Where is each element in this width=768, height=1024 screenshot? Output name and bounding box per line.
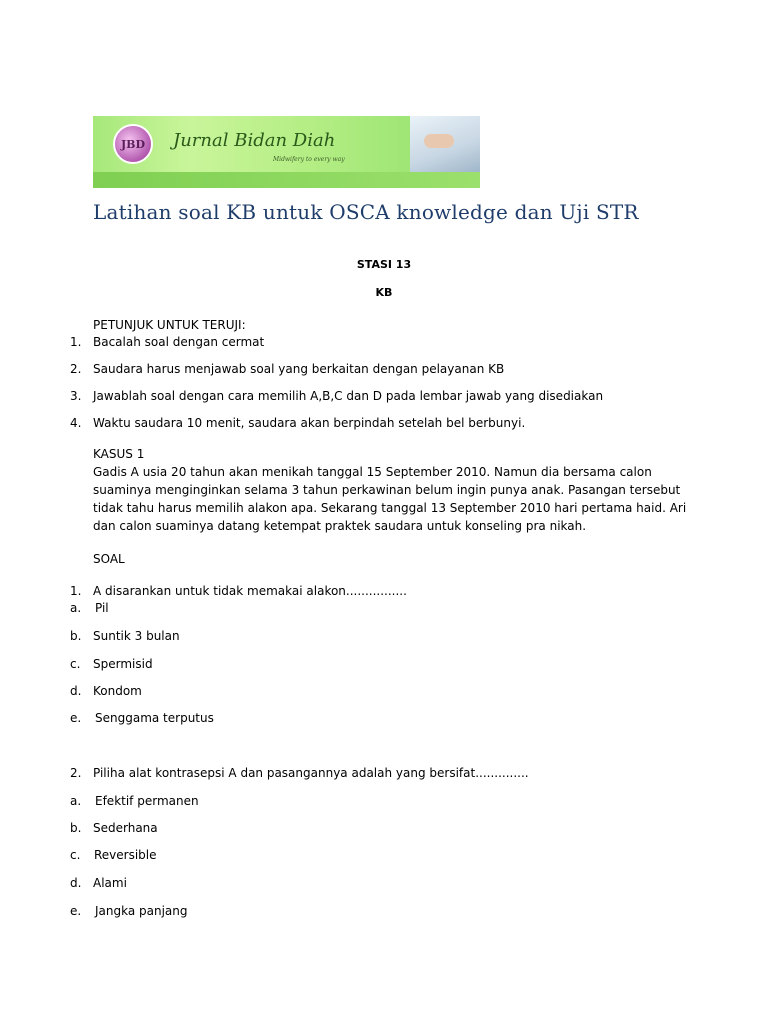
question-marker: 1. [70, 584, 82, 598]
question-text: A disarankan untuk tidak memakai alakon................ [93, 584, 407, 598]
question-text: Piliha alat kontrasepsi A dan pasangannya adalah yang bersifat.............. [93, 766, 529, 780]
option-text: Alami [93, 876, 127, 890]
option-text: Suntik 3 bulan [93, 629, 180, 643]
case-heading: KASUS 1 [93, 447, 145, 461]
option-marker: d. [70, 876, 82, 890]
station-label: STASI 13 [356, 258, 412, 271]
option-marker: e. [70, 904, 82, 918]
option-text: Jangka panjang [95, 904, 188, 918]
option-marker: a. [70, 601, 82, 615]
option-marker: b. [70, 821, 82, 835]
option-text: Pil [95, 601, 109, 615]
instruction-item: Waktu saudara 10 menit, saudara akan berpindah setelah bel berbunyi. [93, 416, 526, 430]
option-text: Efektif permanen [95, 794, 199, 808]
case-line: Gadis A usia 20 tahun akan menikah tanggal 15 September 2010. Namun dia bersama calon [93, 465, 652, 479]
option-marker: e. [70, 711, 82, 725]
option-marker: d. [70, 684, 82, 698]
option-marker: c. [70, 657, 81, 671]
soal-heading: SOAL [93, 552, 125, 566]
option-text: Senggama terputus [95, 711, 214, 725]
banner-title: Jurnal Bidan Diah [173, 130, 336, 151]
case-line: tidak tahu harus memilih alakon apa. Sekarang tanggal 13 September 2010 hari pertama haid. Ari [93, 501, 687, 515]
option-marker: c. [70, 848, 81, 862]
case-paragraph [93, 463, 687, 535]
instructions-heading: PETUNJUK UNTUK TERUJI: [93, 318, 246, 332]
journal-banner-logo [93, 116, 480, 188]
instruction-item: Bacalah soal dengan cermat [93, 335, 265, 349]
list-marker: 2. [70, 362, 82, 376]
document-title: Latihan soal KB untuk OSCA knowledge dan Uji STR [93, 200, 639, 224]
list-marker: 4. [70, 416, 82, 430]
option-marker: a. [70, 794, 82, 808]
case-line: suaminya menginginkan selama 3 tahun perkawinan belum ingin punya anak. Pasangan tersebut [93, 483, 681, 497]
banner-tagline: Midwifery to every way [273, 156, 345, 163]
keyboard-image [410, 116, 480, 172]
jbd-logo: JBD [113, 124, 153, 164]
option-text: Reversible [94, 848, 157, 862]
option-text: Spermisid [93, 657, 153, 671]
list-marker: 3. [70, 389, 82, 403]
question-marker: 2. [70, 766, 82, 780]
instruction-item: Jawablah soal dengan cara memilih A,B,C dan D pada lembar jawab yang disediakan [93, 389, 604, 403]
list-marker: 1. [70, 335, 82, 349]
banner-footer-strip [93, 172, 480, 188]
option-text: Sederhana [93, 821, 158, 835]
option-marker: b. [70, 629, 82, 643]
topic-label: KB [375, 286, 393, 299]
instruction-item: Saudara harus menjawab soal yang berkaitan dengan pelayanan KB [93, 362, 505, 376]
case-line: dan calon suaminya datang ketempat praktek saudara untuk konseling pra nikah. [93, 519, 587, 533]
option-text: Kondom [93, 684, 142, 698]
